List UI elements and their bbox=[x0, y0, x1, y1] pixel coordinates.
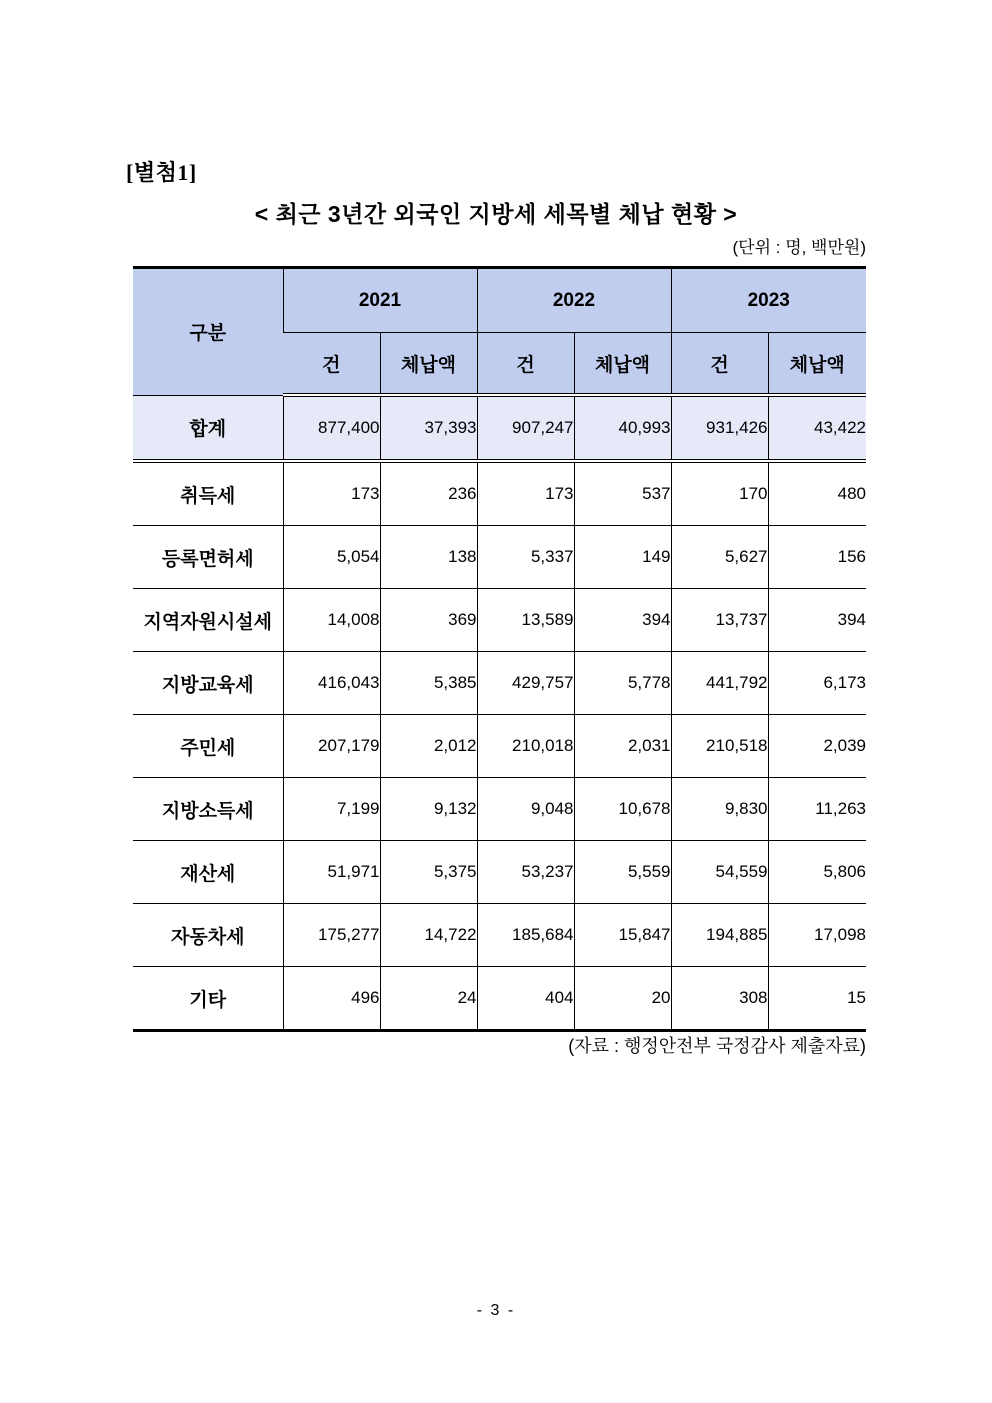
table-row bbox=[133, 778, 866, 841]
cell-2022-amount: 149 bbox=[574, 526, 671, 589]
table-row bbox=[133, 652, 866, 715]
column-header-2023: 2023 bbox=[671, 268, 866, 333]
cell-2021-cases: 5,054 bbox=[283, 526, 380, 589]
table-row bbox=[133, 841, 866, 904]
row-label: 재산세 bbox=[133, 841, 283, 904]
cell-2021-amount: 5,375 bbox=[380, 841, 477, 904]
cell-2022-amount: 15,847 bbox=[574, 904, 671, 967]
cell-2022-amount: 5,559 bbox=[574, 841, 671, 904]
unit-note: (단위 : 명, 백만원) bbox=[732, 238, 866, 257]
cell-2023-cases: 308 bbox=[671, 967, 768, 1031]
row-label: 합계 bbox=[133, 395, 283, 461]
cell-2023-amount: 156 bbox=[768, 526, 866, 589]
cell-2023-cases: 441,792 bbox=[671, 652, 768, 715]
subheader-2023-amount: 체납액 bbox=[768, 333, 866, 396]
cell-2023-amount: 11,263 bbox=[768, 778, 866, 841]
cell-2022-cases: 173 bbox=[477, 461, 574, 526]
cell-2023-cases: 9,830 bbox=[671, 778, 768, 841]
cell-2021-amount: 14,722 bbox=[380, 904, 477, 967]
cell-2022-cases: 9,048 bbox=[477, 778, 574, 841]
cell-2021-amount: 5,385 bbox=[380, 652, 477, 715]
table-row bbox=[133, 967, 866, 1031]
cell-2022-cases: 429,757 bbox=[477, 652, 574, 715]
cell-2022-amount: 394 bbox=[574, 589, 671, 652]
header-year-row bbox=[133, 268, 866, 333]
subheader-2023-cases: 건 bbox=[671, 333, 768, 396]
row-label: 등록면허세 bbox=[133, 526, 283, 589]
cell-2023-cases: 5,627 bbox=[671, 526, 768, 589]
row-label: 취득세 bbox=[133, 461, 283, 526]
cell-2021-amount: 138 bbox=[380, 526, 477, 589]
row-label: 지역자원시설세 bbox=[133, 589, 283, 652]
table-row bbox=[133, 461, 866, 526]
row-label: 주민세 bbox=[133, 715, 283, 778]
subheader-2022-amount: 체납액 bbox=[574, 333, 671, 396]
table-row bbox=[133, 526, 866, 589]
source-note: (자료 : 행정안전부 국정감사 제출자료) bbox=[568, 1036, 866, 1056]
cell-2022-cases: 404 bbox=[477, 967, 574, 1031]
row-label: 지방교육세 bbox=[133, 652, 283, 715]
cell-2021-amount: 24 bbox=[380, 967, 477, 1031]
cell-2021-cases: 175,277 bbox=[283, 904, 380, 967]
cell-2023-amount: 5,806 bbox=[768, 841, 866, 904]
cell-2021-cases: 7,199 bbox=[283, 778, 380, 841]
cell-2023-cases: 54,559 bbox=[671, 841, 768, 904]
cell-2021-amount: 236 bbox=[380, 461, 477, 526]
subheader-2021-cases: 건 bbox=[283, 333, 380, 396]
cell-2021-cases: 173 bbox=[283, 461, 380, 526]
table-row bbox=[133, 715, 866, 778]
cell-2022-cases: 210,018 bbox=[477, 715, 574, 778]
column-header-2022: 2022 bbox=[477, 268, 671, 333]
cell-2021-cases: 496 bbox=[283, 967, 380, 1031]
cell-2022-cases: 907,247 bbox=[477, 395, 574, 461]
cell-2022-cases: 53,237 bbox=[477, 841, 574, 904]
cell-2023-cases: 13,737 bbox=[671, 589, 768, 652]
cell-2021-amount: 37,393 bbox=[380, 395, 477, 461]
cell-2023-amount: 480 bbox=[768, 461, 866, 526]
cell-2023-cases: 170 bbox=[671, 461, 768, 526]
cell-2023-cases: 194,885 bbox=[671, 904, 768, 967]
cell-2023-amount: 394 bbox=[768, 589, 866, 652]
row-label: 자동차세 bbox=[133, 904, 283, 967]
subheader-2022-cases: 건 bbox=[477, 333, 574, 396]
page-title: < 최근 3년간 외국인 지방세 세목별 체납 현황 > bbox=[254, 201, 738, 227]
page-number: - 3 - bbox=[476, 1302, 516, 1319]
cell-2021-cases: 877,400 bbox=[283, 395, 380, 461]
cell-2023-amount: 15 bbox=[768, 967, 866, 1031]
row-label: 지방소득세 bbox=[133, 778, 283, 841]
table-row bbox=[133, 589, 866, 652]
cell-2021-amount: 2,012 bbox=[380, 715, 477, 778]
subheader-2021-amount: 체납액 bbox=[380, 333, 477, 396]
cell-2022-amount: 40,993 bbox=[574, 395, 671, 461]
cell-2023-amount: 6,173 bbox=[768, 652, 866, 715]
cell-2022-cases: 5,337 bbox=[477, 526, 574, 589]
cell-2023-amount: 43,422 bbox=[768, 395, 866, 461]
cell-2021-cases: 51,971 bbox=[283, 841, 380, 904]
cell-2021-amount: 369 bbox=[380, 589, 477, 652]
column-header-category: 구분 bbox=[133, 268, 283, 396]
cell-2022-amount: 2,031 bbox=[574, 715, 671, 778]
attachment-label: [별첨1] bbox=[126, 160, 197, 185]
cell-2022-cases: 13,589 bbox=[477, 589, 574, 652]
cell-2022-amount: 10,678 bbox=[574, 778, 671, 841]
cell-2023-amount: 2,039 bbox=[768, 715, 866, 778]
cell-2022-amount: 5,778 bbox=[574, 652, 671, 715]
table-row-total bbox=[133, 395, 866, 461]
row-label: 기타 bbox=[133, 967, 283, 1031]
cell-2021-cases: 207,179 bbox=[283, 715, 380, 778]
cell-2023-amount: 17,098 bbox=[768, 904, 866, 967]
cell-2023-cases: 931,426 bbox=[671, 395, 768, 461]
cell-2021-cases: 14,008 bbox=[283, 589, 380, 652]
cell-2022-amount: 20 bbox=[574, 967, 671, 1031]
column-header-2021: 2021 bbox=[283, 268, 477, 333]
cell-2022-amount: 537 bbox=[574, 461, 671, 526]
cell-2021-amount: 9,132 bbox=[380, 778, 477, 841]
table-row bbox=[133, 904, 866, 967]
cell-2022-cases: 185,684 bbox=[477, 904, 574, 967]
cell-2021-cases: 416,043 bbox=[283, 652, 380, 715]
cell-2023-cases: 210,518 bbox=[671, 715, 768, 778]
tax-delinquency-table bbox=[133, 266, 866, 1032]
